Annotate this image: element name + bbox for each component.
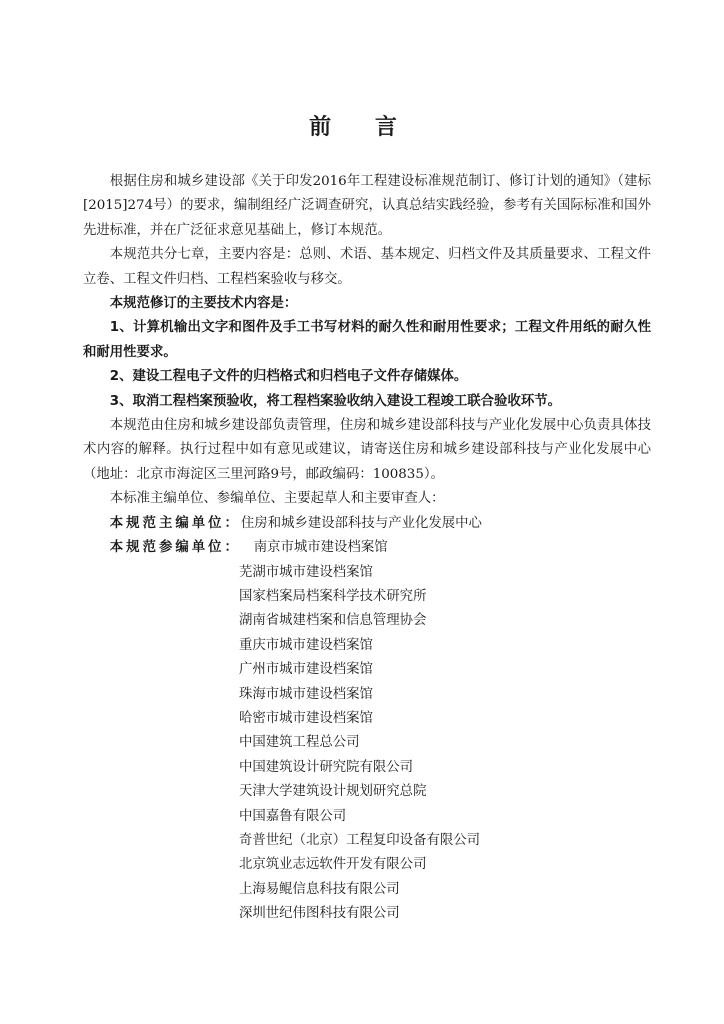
document-body	[83, 170, 651, 927]
participating-units-list	[83, 561, 651, 927]
list-item: 湖南省城建档案和信息管理协会	[239, 613, 427, 629]
list-item: 中国建筑设计研究院有限公司	[239, 759, 414, 775]
list-item: 哈密市城市建设档案馆	[239, 710, 373, 726]
chief-unit-name: 住房和城乡建设部科技与产业化发展中心	[240, 515, 482, 531]
list-item: 天津大学建筑设计规划研究总院	[239, 784, 427, 800]
list-item: 广州市城市建设档案馆	[239, 662, 373, 678]
management-paragraph: 本规范由住房和城乡建设部负责管理，住房和城乡建设部科技与产业化发展中心负责具体技术内容的解释。执行过程中如有意见或建议，请寄送住房和城乡建设部科技与产业化发展中心（地址：北京市海淀区三里河路9号，邮政编码：100835）。	[83, 418, 651, 482]
list-item: 国家档案局档案科学技术研究所	[239, 588, 427, 604]
participating-label: 本规范参编单位：	[109, 540, 241, 556]
list-item: 深圳世纪伟图科技有限公司	[239, 906, 400, 922]
page-title: 前 言	[309, 114, 415, 140]
chief-unit-label: 本规范主编单位：	[109, 515, 241, 531]
participating-unit-line	[83, 536, 651, 560]
participating-unit-first: 南京市城市建设档案馆	[253, 540, 388, 556]
revision-heading: 本规范修订的主要技术内容是：	[109, 296, 298, 312]
contents-paragraph: 本规范共分七章，主要内容是：总则、术语、基本规定、归档文件及其质量要求、工程文件立卷、工程文件归档、工程档案验收与移交。	[83, 247, 651, 287]
list-item: 重庆市城市建设档案馆	[239, 637, 373, 653]
list-item: 中国嘉鲁有限公司	[239, 808, 347, 824]
list-item: 珠海市城市建设档案馆	[239, 686, 373, 702]
list-item: 北京筑业志远软件开发有限公司	[239, 857, 427, 873]
list-item: 上海易鲲信息科技有限公司	[239, 881, 400, 897]
list-item: 奇普世纪（北京）工程复印设备有限公司	[239, 832, 481, 848]
revision-item: 3、取消工程档案预验收，将工程档案验收纳入建设工程竣工联合验收环节。	[109, 393, 562, 409]
list-item: 中国建筑工程总公司	[239, 735, 360, 751]
revision-item: 2、建设工程电子文件的归档格式和归档电子文件存储媒体。	[109, 369, 468, 385]
intro-paragraph: 根据住房和城乡建设部《关于印发2016年工程建设标准规范制订、修订计划的通知》（建标[2015]274号）的要求，编制组经广泛调查研究，认真总结实践经验，参考有关国际标准和国外先进标准，并在广泛征求意见基础上，修订本规范。	[83, 174, 651, 238]
list-item: 芜湖市城市建设档案馆	[239, 564, 373, 580]
chief-unit-line	[83, 512, 651, 536]
drafters-intro: 本标准主编单位、参编单位、主要起草人和主要审查人：	[109, 491, 445, 507]
revision-item: 1、计算机输出文字和图件及手工书写材料的耐久性和耐用性要求；工程文件用纸的耐久性和耐用性要求。	[83, 320, 651, 360]
